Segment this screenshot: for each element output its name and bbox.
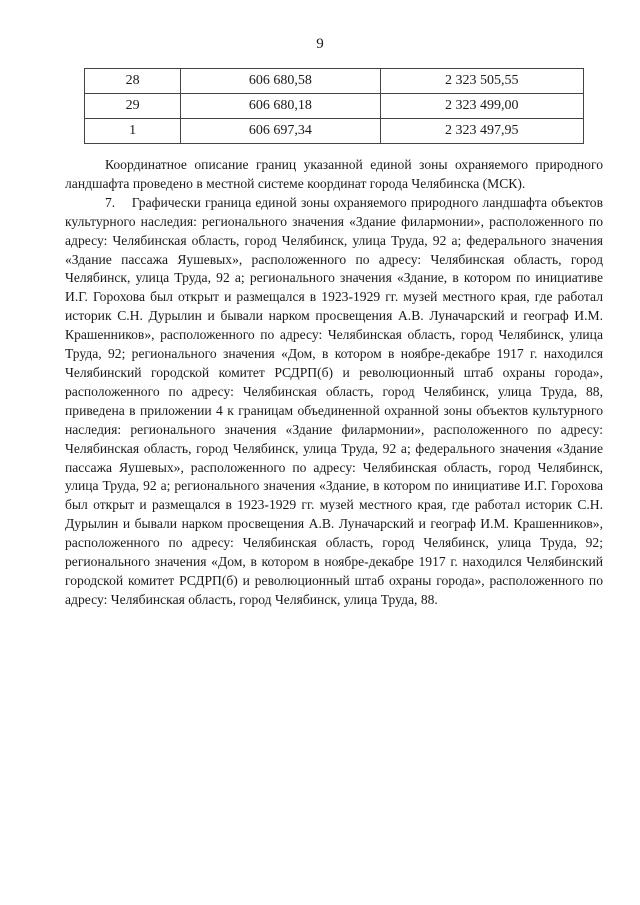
table-cell-y: 2 323 497,95	[380, 119, 583, 144]
paragraph-item-7: 7. Графически граница единой зоны охраняемого природного ландшафта объектов культурного наследия: регионального значения «Здание филармонии», расположенного по адресу: Челябинская область, город Челябинск, улица Труда, 92 а; федерального значения «Здание пассажа Яушевых», расположенного по адресу: Челябинская область, город Челябинск, улица Труда, 92 а; регионального значения «Здание, в котором по инициативе И.Г. Горохова был открыт и размещался в 1923-1929 гг. музей местного края, где работал историк С.Н. Дурылин и бывали нарком просвещения А.В. Луначарский и географ И.М. Крашенников», расположенного по адресу: Челябинская область, город Челябинск, улица Труда, 92; регионального значения «Дом, в котором в ноябре-декабре 1917 г. находился Челябинский городской комитет РСДРП(б) и революционный штаб охраны города», расположенного по адресу: Челябинская область, город Челябинск, улица Труда, 88, приведена в приложении 4 к границам объединенной охранной зоны объектов культурного наследия: регионального значения «Здание филармонии», расположенного по адресу: Челябинская область, город Челябинск, улица Труда, 92 а; федерального значения «Здание пассажа Яушевых», расположенного по адресу: Челябинская область, город Челябинск, улица Труда, 92 а; регионального значения «Здание, в котором по инициативе И.Г. Горохова был открыт и размещался в 1923-1929 гг. музей местного края, где работал историк С.Н. Дурылин и бывали нарком просвещения А.В. Луначарский и географ И.М. Крашенников», расположенного по адресу: Челябинская область, город Челябинск, улица Труда, 92; регионального значения «Дом, в котором в ноябре-декабре 1917 г. находился Челябинский городской комитет РСДРП(б) и революционный штаб охраны города», расположенного по адресу: Челябинская область, город Челябинск, улица Труда, 88.	[65, 194, 603, 607]
table-row	[85, 94, 584, 119]
table-cell-point: 29	[85, 94, 181, 119]
coordinates-table	[84, 68, 584, 144]
document-body	[65, 156, 603, 610]
table-cell-x: 606 697,34	[181, 119, 380, 144]
paragraph-coordinate-description: Координатное описание границ указанной единой зоны охраняемого природного ландшафта проведено в местной системе координат города Челябинска (МСК).	[65, 157, 603, 191]
page-number: 9	[316, 36, 324, 52]
table-cell-point: 1	[85, 119, 181, 144]
table-cell-y: 2 323 499,00	[380, 94, 583, 119]
table-cell-y: 2 323 505,55	[380, 69, 583, 94]
table-row	[85, 69, 584, 94]
table-cell-x: 606 680,18	[181, 94, 380, 119]
table-cell-x: 606 680,58	[181, 69, 380, 94]
table-row	[85, 119, 584, 144]
table-cell-point: 28	[85, 69, 181, 94]
